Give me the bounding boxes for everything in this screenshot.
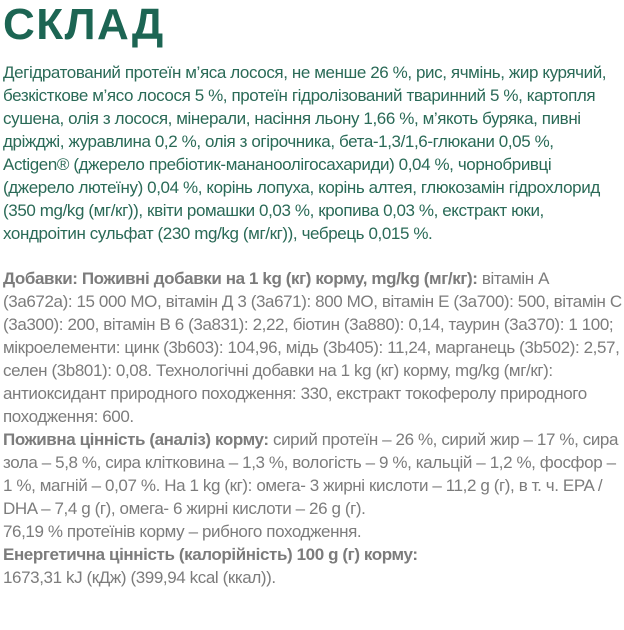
additives-text: вітамін А (3а672а): 15 000 МО, вітамін Д 3 (3а671): 800 МО, вітамін Е (3а700): 500, вітамін С (3а300): 200, вітамін В 6 (3а831): 2,22, біотин (3а880): 0,14, таурин (3а370): 1 100; мікроелементи: цинк (3b603): 104,96, мідь (3b405): 11,24, марганець (3b502): 2,57, селен (3b801): 0,08. Технологічні добавки на 1 kg (кг) корму, mg/kg (мг/кг): антиоксидант природного походження: 330, екстракт токоферолу природного походження: 600.	[3, 269, 622, 427]
energy-value: 1673,31 kJ (кДж) (399,94 kcal (ккал)).	[3, 568, 276, 588]
page-title: СКЛАД	[3, 0, 165, 49]
additives-heading: Добавки: Поживні добавки на 1 kg (кг) корму, mg/kg (мг/кг):	[3, 269, 478, 289]
fish-protein-line: 76,19 % протеїнів корму – рибного походження.	[3, 522, 362, 542]
nutrition-text: сирий протеїн – 26 %, сирий жир – 17 %, сира зола – 5,8 %, сира клітковина – 1,3 %, вологість – 9 %, кальцій – 1,2 %, фосфор – 1 %, магній – 0,07 %. На 1 kg (кг): омега- 3 жирні кислоти – 11,2 g (г), в т. ч. EPA / DHA – 7,4 g (г), омега- 6 жирні кислоти – 26 g (г).	[3, 430, 619, 519]
ingredients-paragraph	[3, 61, 622, 245]
composition-label	[3, 2, 622, 589]
nutrition-heading: Поживна цінність (аналіз) корму:	[3, 430, 269, 450]
additives-paragraph	[3, 267, 622, 428]
ingredients-text: Дегідратований протеїн м’яса лосося, не менше 26 %, рис, ячмінь, жир курячий, безкісткове м’ясо лосося 5 %, протеїн гідролізований тваринний 5 %, картопля сушена, олія з лосося, мінерали, насіння льону 1,66 %, м’якоть буряка, пивні дріжджі, журавлина 0,2 %, олія з огірочника, бета-1,3/1,6-глюкани 0,05 %, Actigen® (джерело пребіотик-мананоолігосахариди) 0,04 %, чорнобривці (джерело лютеїну) 0,04 %, корінь лопуха, корінь алтея, глюкозамін гідрохлорид (350 mg/kg (мг/кг)), квіти ромашки 0,03 %, кропива 0,03 %, екстракт юки, хондроітин сульфат (230 mg/kg (мг/кг)), чебрець 0,015 %.	[3, 63, 607, 244]
energy-heading: Енергетична цінність (калорійність) 100 g (г) корму:	[3, 545, 418, 565]
nutrition-paragraph	[3, 428, 622, 520]
